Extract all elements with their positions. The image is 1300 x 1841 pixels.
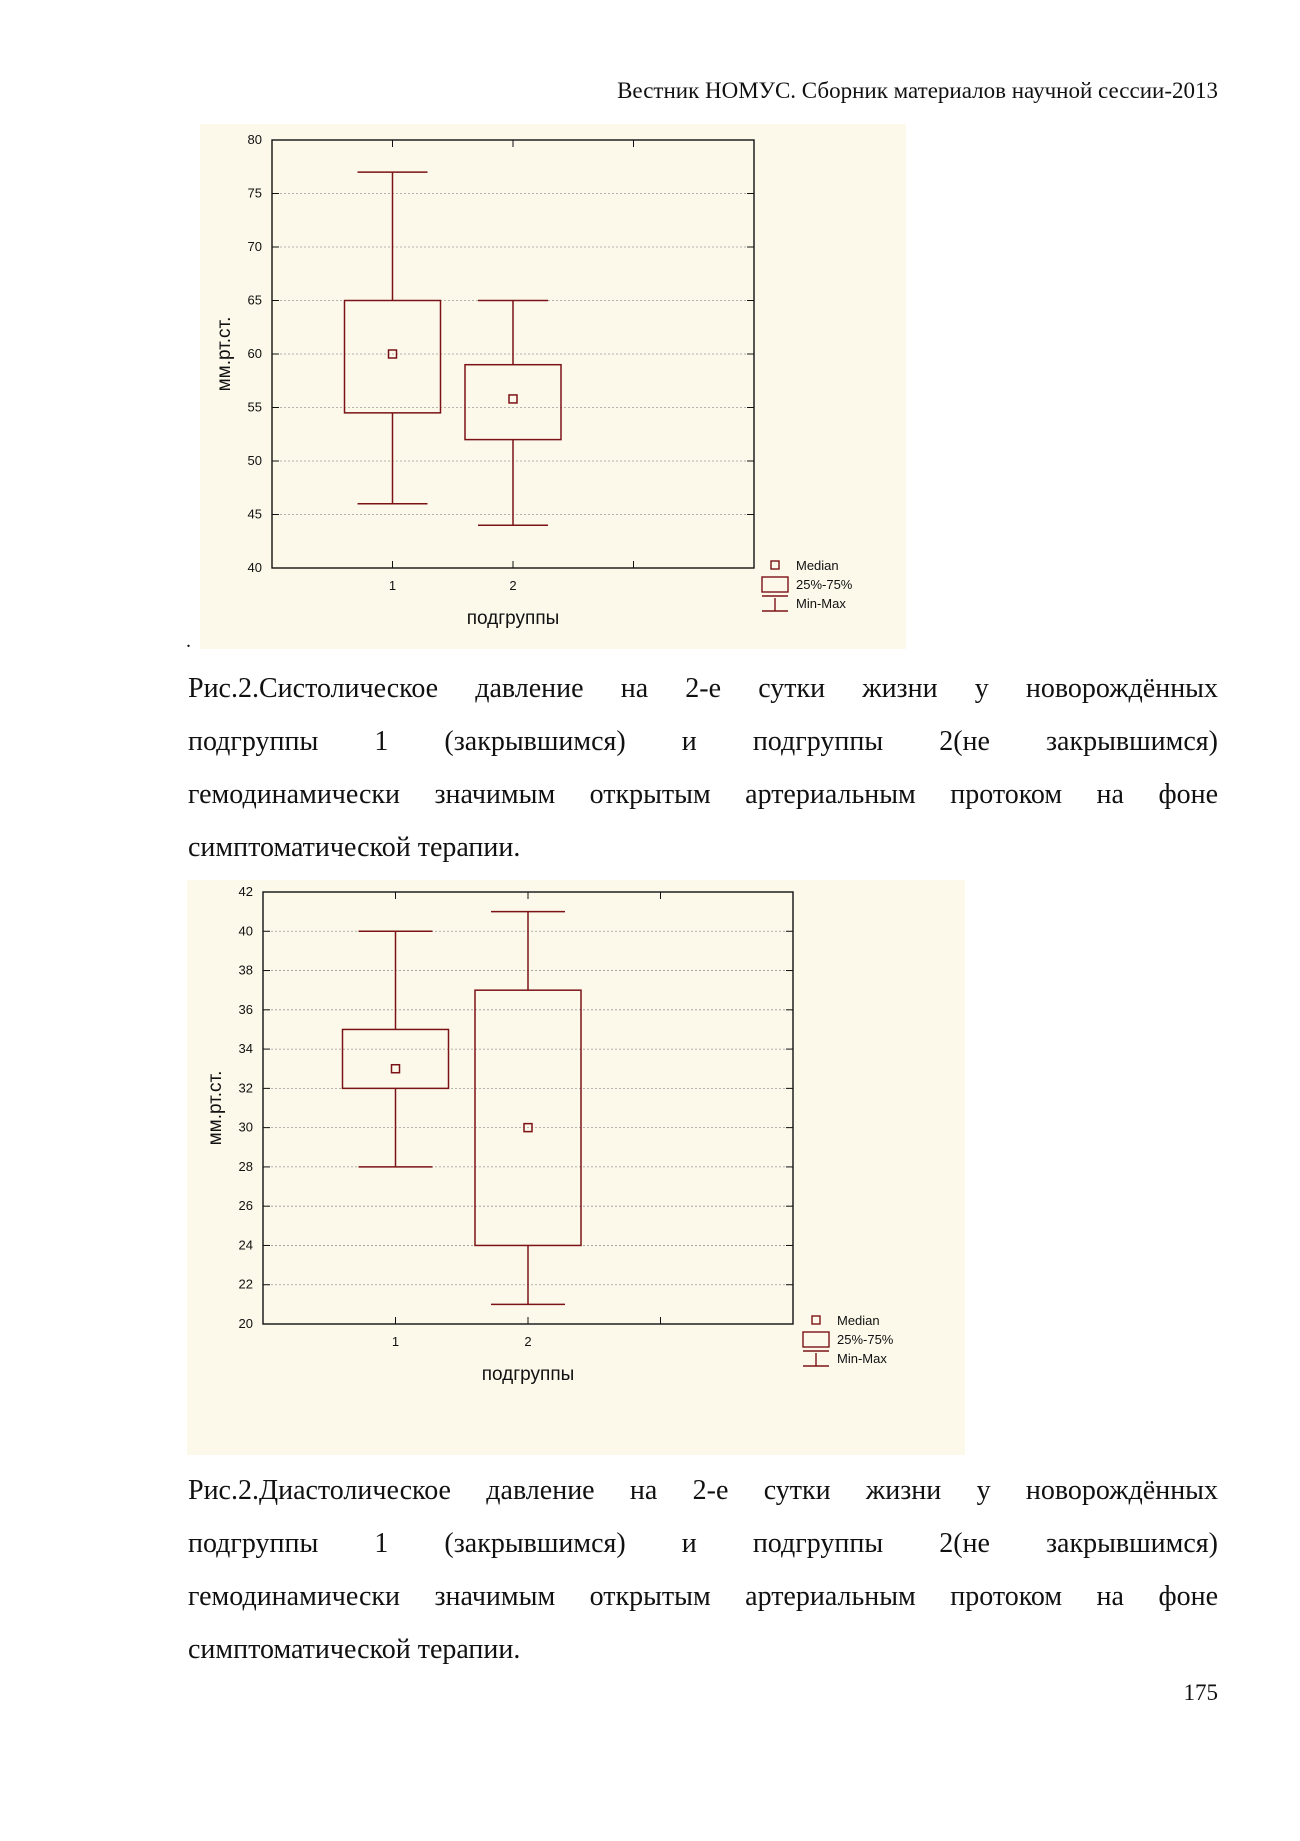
legend-entry: Min-Max — [837, 1351, 887, 1366]
y-tick-label: 40 — [247, 560, 262, 575]
legend-entry: Min-Max — [796, 596, 846, 611]
y-tick-label: 28 — [238, 1158, 253, 1174]
y-tick-label: 65 — [247, 292, 262, 308]
y-tick-label: 80 — [247, 132, 262, 147]
y-tick-label: 26 — [238, 1198, 253, 1214]
y-tick-label: 36 — [238, 1001, 253, 1017]
y-tick-label: 45 — [247, 506, 262, 522]
page-number: 175 — [1183, 1680, 1218, 1705]
y-tick-label: 42 — [238, 884, 253, 899]
figure2-caption-line: симптоматической терапии. — [188, 1634, 521, 1665]
x-axis-label: подгруппы — [481, 1364, 575, 1385]
y-axis-label: мм.рт.ст. — [214, 316, 235, 392]
y-tick-label: 32 — [238, 1080, 253, 1096]
x-axis-label: подгруппы — [466, 608, 560, 629]
running-header: Вестник НОМУС. Сборник материалов научной сессии-2013 — [617, 78, 1218, 103]
legend-box-icon — [762, 577, 788, 592]
legend-entry: Median — [796, 558, 839, 573]
figure1-caption-line: Рис.2.Систолическое давление на 2-е сутки жизни у новорождённых — [188, 673, 1218, 704]
x-category-label: 2 — [524, 1334, 532, 1349]
legend-entry: 25%-75% — [796, 577, 853, 592]
diastolic-boxplot-svg — [187, 880, 965, 1455]
iqr-box — [465, 365, 561, 440]
iqr-box — [343, 1029, 449, 1088]
y-tick-label: 40 — [238, 923, 253, 939]
figure2-caption-line: подгруппы 1 (закрывшимся) и подгруппы 2(не закрывшимся) — [188, 1528, 1218, 1559]
y-tick-label: 20 — [238, 1316, 253, 1331]
y-tick-label: 24 — [238, 1237, 253, 1253]
systolic-boxplot-chart — [200, 124, 906, 649]
legend-entry: 25%-75% — [837, 1332, 894, 1347]
median-marker — [392, 1065, 400, 1073]
figure1-caption-line: гемодинамически значимым открытым артериальным протоком на фоне — [188, 779, 1218, 810]
median-marker — [509, 395, 517, 403]
y-tick-label: 38 — [238, 962, 253, 978]
y-axis-label: мм.рт.ст. — [205, 1070, 226, 1146]
y-tick-label: 50 — [247, 453, 262, 468]
y-tick-label: 60 — [247, 346, 262, 361]
figure1-caption-line: подгруппы 1 (закрывшимся) и подгруппы 2(не закрывшимся) — [188, 726, 1218, 757]
x-category-label: 2 — [509, 578, 517, 593]
x-category-label: 1 — [391, 1334, 400, 1349]
iqr-box — [475, 990, 581, 1245]
legend-median-icon — [771, 561, 779, 569]
figure2-caption-line: гемодинамически значимым открытым артериальным протоком на фоне — [188, 1581, 1218, 1612]
y-tick-label: 22 — [238, 1276, 253, 1292]
figure1-caption-line: симптоматической терапии. — [188, 832, 521, 863]
y-tick-label: 30 — [238, 1119, 253, 1135]
x-category-label: 1 — [388, 578, 397, 593]
y-tick-label: 34 — [238, 1041, 253, 1057]
legend-median-icon — [812, 1316, 820, 1324]
systolic-boxplot-svg — [200, 124, 906, 649]
y-tick-label: 75 — [247, 185, 262, 201]
legend-box-icon — [803, 1332, 829, 1347]
y-tick-label: 55 — [247, 399, 262, 415]
stray-mark: . — [186, 630, 191, 652]
y-tick-label: 70 — [247, 239, 262, 254]
figure2-caption — [188, 1464, 1218, 1676]
figure1-caption — [188, 662, 1218, 874]
legend-entry: Median — [837, 1313, 880, 1328]
iqr-box — [345, 301, 441, 413]
figure2-caption-line: Рис.2.Диастолическое давление на 2-е сутки жизни у новорождённых — [188, 1475, 1218, 1506]
diastolic-boxplot-chart — [187, 880, 965, 1455]
